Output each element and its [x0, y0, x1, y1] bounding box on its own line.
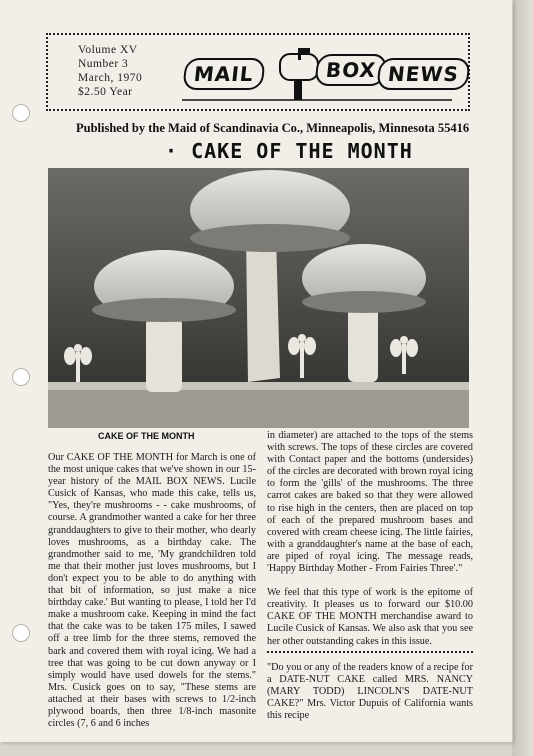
- date-label: March, 1970: [78, 72, 143, 84]
- logo-word-mail: MAIL: [182, 58, 265, 90]
- logo-word-news: NEWS: [376, 58, 470, 90]
- article-paragraph: Our CAKE OF THE MONTH for March is one of the most unique cakes that we've shown in our 15-year history of the MAIL BOX NEWS. Lucile Cusick of Kansas, who made this cake, tells us, "Yes, they're mushrooms - - cake mushrooms, of course. A grandmother wanted a cake for her three granddaughters to give to their mother, who dearly loves mushrooms, as a birthday cake. The grandmother said to me, 'My grandchildren told me that their mother just loves mushrooms, but I don't expect you to be able to do anything with that bit of information, so just make a nice birthday cake.' But wanting to please, I told her I'd make a mushroom cake. Keeping in mind the fact that the cake was to be taken 175 miles, I sawed off a tree limb for the three stems, removed the bark and covered them with royal icing. We had a tree that was going to be cut down anyway or I simply would have used dowels for the stems." Mrs. Cusick goes on to say, "These stems are attached at their bases with screws to 1/2-inch plywood boards, then three 1/8-inch masonite circles (7, 6 and 6 inches: [48, 452, 256, 730]
- logo-word-box: BOX: [314, 54, 387, 86]
- adjacent-page-edge: [512, 0, 533, 756]
- binder-hole: [12, 104, 30, 122]
- article-column-left: [48, 452, 256, 730]
- mail-box-news-logo: [182, 46, 461, 102]
- reader-request-paragraph: "Do you or any of the readers know of a recipe for a DATE-NUT CAKE called MRS. NANCY (MARY TODD) LINCOLN'S DATE-NUT CAKE?" Mrs. Victor Dupuis of California wants this recipe: [267, 661, 473, 721]
- mushroom-cake-photo: [48, 168, 469, 428]
- volume-label: Volume XV: [78, 44, 138, 56]
- number-label: Number 3: [78, 58, 129, 70]
- binder-hole: [12, 368, 30, 386]
- article-title: · CAKE OF THE MONTH: [165, 139, 413, 163]
- article-paragraph: We feel that this type of work is the epitome of creativity. It pleases us to forward our $10.00 CAKE OF THE MONTH merchandise award to Lucile Cusick of Kansas. We also ask that you see her other outstanding cakes in this issue.: [267, 587, 473, 647]
- photo-caption: CAKE OF THE MONTH: [98, 431, 195, 441]
- photo-illustration: [48, 168, 469, 428]
- article-column-right: [267, 430, 473, 722]
- section-divider: [267, 651, 473, 653]
- article-paragraph: in diameter) are attached to the tops of the stems with screws. The tops of these circles are covered with Contact paper and the bottoms (undersides) of the circles are decorated with brown royal icing to form the 'gills' of the mushrooms. The three carrot cakes are baked so that they were allowed to rise high in the centers, then are placed on top of each of the prepared mushroom bases and covered with cream cheese icing. The little fairies, with a granddaughter's name at the base of each, are piped of royal icing. The message reads, 'Happy Birthday Mother - From Fairies Three'.": [267, 430, 473, 575]
- binder-hole: [12, 624, 30, 642]
- price-label: $2.50 Year: [78, 86, 133, 98]
- publisher-line: Published by the Maid of Scandinavia Co., Minneapolis, Minnesota 55416: [76, 121, 470, 135]
